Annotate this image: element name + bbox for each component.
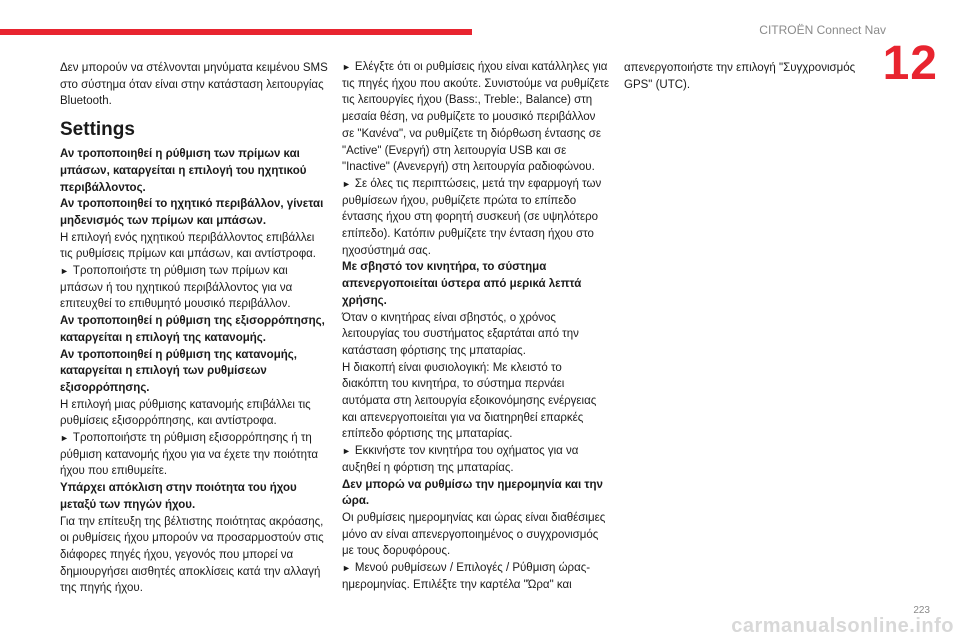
chapter-number: 12: [882, 37, 938, 90]
body-paragraph: Οι ρυθμίσεις ημερομηνίας και ώρας είναι διαθέσιμες μόνο αν είναι απενεργοποιημένος ο συγχρονισμός με τους δορυφόρους.: [342, 511, 606, 558]
question-bold: Με σβηστό τον κινητήρα, το σύστημα απενεργοποιείται ύστερα από μερικά λεπτά χρήσης.: [342, 261, 582, 307]
question-bold: Υπάρχει απόκλιση στην ποιότητα του ήχου μεταξύ των πηγών ήχου.: [60, 482, 297, 511]
column-middle: [342, 59, 610, 594]
arrow-icon: ►: [342, 62, 351, 72]
question-bold: Δεν μπορώ να ρυθμίσω την ημερομηνία και την ώρα.: [342, 478, 603, 508]
body-paragraph: Για την επίτευξη της βέλτιστης ποιότητας ακρόασης, οι ρυθμίσεις ήχου μπορούν να προσαρμοστούν στις διάφορες πηγές ήχου, γεγονός που μπορεί να δημιουργήσει αισθητές αποκλίσεις κατά την αλλαγή της πηγής ήχου.: [60, 515, 324, 595]
section-heading: Settings: [60, 119, 135, 141]
arrow-icon: ►: [342, 178, 351, 189]
page-number: 223: [913, 605, 930, 616]
column-left: [60, 60, 328, 597]
body-paragraph: Η επιλογή μιας ρύθμισης κατανομής επιβάλλει τις ρυθμίσεις εξισορρόπησης, και αντίστροφα.: [60, 398, 311, 428]
column-right: [624, 60, 886, 93]
arrow-icon: ►: [342, 563, 351, 574]
body-paragraph: απενεργοποιήστε την επιλογή "Συγχρονισμός GPS" (UTC).: [624, 62, 856, 91]
arrow-icon: ►: [342, 446, 351, 457]
body-paragraph: Όταν ο κινητήρας είναι σβηστός, ο χρόνος λειτουργίας του συστήματος εξαρτάται από την κατάσταση φόρτισης της μπαταρίας.: [342, 311, 579, 357]
instruction-paragraph: ► Τροποποιήστε τη ρύθμιση εξισορρόπησης ή τη ρύθμιση κατανομής ήχου για να έχετε την ποιότητα ήχου που επιθυμείτε.: [60, 432, 318, 478]
instruction-paragraph: ► Τροποποιήστε τη ρύθμιση των πρίμων και μπάσων ή του ηχητικού περιβάλλοντος για να επιτευχθεί το επιθυμητό μουσικό περιβάλλον.: [60, 265, 293, 311]
arrow-icon: ►: [60, 266, 69, 277]
body-paragraph: Η διακοπή είναι φυσιολογική: Με κλειστό το διακόπτη του κινητήρα, το σύστημα περνάει αυτόματα στη λειτουργία εξοικονόμησης ενέργειας και απενεργοποιείται για να διατηρηθεί επαρκές επίπεδο φόρτισης της μπαταρίας.: [342, 361, 597, 441]
instruction-paragraph: ► Μενού ρυθμίσεων / Επιλογές / Ρύθμιση ώρας-ημερομηνίας. Επιλέξτε την καρτέλα "Ώρα" και: [342, 562, 591, 591]
instruction-paragraph: ► Σε όλες τις περιπτώσεις, μετά την εφαρμογή των ρυθμίσεων ήχου, ρυθμίζετε πρώτα το επίπεδο έντασης ήχου στη φορητή συσκευή (σε υψηλότερο επίπεδο). Κατόπιν ρυθμίζετε την ένταση ήχου στο ηχοσύστημά σας.: [342, 177, 602, 257]
header-title: CITROËN Connect Nav: [759, 23, 886, 37]
question-bold: Αν τροποποιηθεί η ρύθμιση των πρίμων και μπάσων, καταργείται η επιλογή του ηχητικού περιβάλλοντος.: [60, 148, 307, 194]
instruction-paragraph: ► Ελέγξτε ότι οι ρυθμίσεις ήχου είναι κατάλληλες για τις πηγές ήχου που ακούτε. Συνιστούμε να ρυθμίζετε τις λειτουργίες ήχου (Bass:, Treble:, Balance) στη μεσαία θέση, να ρυθμίζετε το μουσικό περιβάλλον σε "Κανένα", να ρυθμίζετε τη διόρθωση έντασης σε "Active" (Ενεργή) στη λειτουργία USB και σε "Inactive" (Ανενεργή) στη λειτουργία ραδιοφώνου.: [342, 61, 610, 174]
header-accent-bar: [0, 29, 472, 35]
question-bold: Αν τροποποιηθεί το ηχητικό περιβάλλον, γίνεται μηδενισμός των πρίμων και μπάσων.: [60, 198, 324, 227]
watermark: carmanualsonline.info: [731, 615, 954, 637]
intro-paragraph: Δεν μπορούν να στέλνονται μηνύματα κειμένου SMS στο σύστημα όταν είναι στην κατάσταση λειτουργίας Bluetooth.: [60, 62, 328, 108]
question-bold: Αν τροποποιηθεί η ρύθμιση της κατανομής, καταργείται η επιλογή των ρυθμίσεων εξισορρόπησης.: [60, 348, 297, 394]
question-bold: Αν τροποποιηθεί η ρύθμιση της εξισορρόπησης, καταργείται η επιλογή της κατανομής.: [60, 315, 325, 344]
instruction-paragraph: ► Εκκινήστε τον κινητήρα του οχήματος για να αυξηθεί η φόρτιση της μπαταρίας.: [342, 445, 579, 474]
arrow-icon: ►: [60, 433, 69, 444]
body-paragraph: Η επιλογή ενός ηχητικού περιβάλλοντος επιβάλλει τις ρυθμίσεις πρίμων και μπάσων, και αντίστροφα.: [60, 231, 316, 261]
